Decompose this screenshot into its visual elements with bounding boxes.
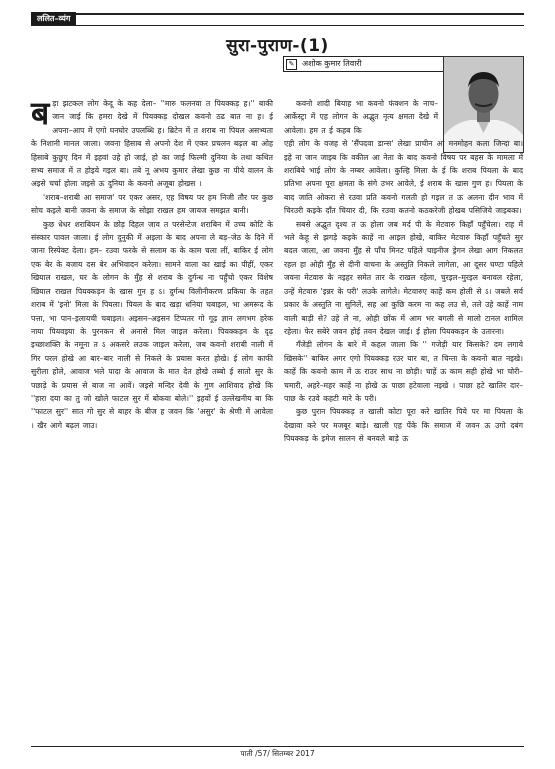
left-column: [31, 94, 273, 432]
header-rule-bottom: [31, 25, 524, 26]
author-name: अशोक कुमार तिवारी: [302, 59, 362, 68]
left-paragraph-1-text: ड़ा झटकल लोग केदू के कह देला– ''मारु फलनवा त पियक्कड़ ह।'' बाकी जान जाई कि हमरा देखे में पियक्कड़ दोखल कवनो ठढ बात ना ह। ई अपना–आप में एगो घनघोर उपलब्धि ह। ब्रिटेन में त शराब ना पियल असभ्यता के निशानी मानल जाला। जवना हिसाब से अपनो देश में एकर प्रचलन बढ़ल बा ओह हिसाबे कुछुए दिन में इहवां उहे हो जाई, हो का जाई फिल्मी दुनिया के तथा कथित सभ्य समाज में त होइये गइल बा। तबे नू अभय कुमार लेखा कुछ ना पीये वालन के अइसे चर्चा होला जइसे ऊ दुनिया के कवनो अजूबा होखस ।: [31, 99, 273, 189]
left-paragraph-2: 'शराब–शराबी आ समाज' पर एकर असर, एह विषय पर हम निजी तौर पर कुछ सोच कइले बानी जवना के समाज के सोझा राखल हम जायज समझत बानी।: [31, 192, 273, 216]
footer-rule: [31, 746, 524, 747]
right-column: [284, 97, 523, 446]
left-paragraph-3: कुछ धेधर शराबियन के छोड़ दिहल जाव त परसेन्टेज शराबिन में उच्च कोटि के संस्कार पावल जाला। ई लोग दुनुकी में अइला के बाद अपना ले बड़–जेठ के दिने में जाना रिस्पेक्ट देला। हम– रउवा फरके से सलाम क के काम चला लीं, बाकिर ई लोग एक बेर के बजाय दस बेर अभिवादन करेला। सामने वाला का खाई का पीहीं, एकर खियाल राखल, घर के लोगन के मुँह से शराब के दुर्गन्ध ना पहुँचो एकर विशेष खियाल राखल पियक्कड़न के खास गुन ह ऽ। दुर्गन्ध विलीनीकरण प्रकिया के तहत शराब में 'इनो' मिला के पियला। पियल के बाद खड़ा धनिया चबाइल, भा अमरूद के पत्ता, भा पान–इलायची चबाइल। अइसन–अइसन टिप्पतर गो गूढ़ ज्ञान लगभग हरेक नाया पियवइया के पुरनकन से अनासे मिल जाइल करेला। पियक्कड़न के दृढ़ इच्छाशक्ति के नमूना त ऽ अकसरे लउक जाइल करेला, जब कवनो शराबी नाली में गिर परल होखे आ बार–बार नाली से निकले के प्रयास करत होखे। ई लोग काफी सुरीला होले, आवाज भले पादा के आवाज के मात देत होखे तब्बो ई सातो सुर के पछाड़े के प्रयास से बाज ना आवें। जइसे मन्दिर देवी के गुण आशिवाद होखे कि ''हारा दया का तु जो खोले फाटल सुर में बोकवा बोले।'' इहवों ई उल्लेखनीय बा कि ''फाटल सुर'' सात गो सुर से बाहर के बीज ह जवन कि 'असुर' के श्रेणी में आवेला । खैर आगे बढ़ल जाउ।: [31, 219, 273, 430]
author-box: [283, 56, 469, 72]
right-paragraph-top: कवनो शादी बियाह भा कवनो फंक्शन के नाच–आर्केस्ट्रा में एह लोगन के अद्भुत नृत्य क्षमता देखे में आवेला। हम त ई कहब कि: [284, 99, 438, 135]
header-rule-top: [31, 13, 524, 15]
page-footer: पाती /57/ सितम्बर 2017: [240, 749, 315, 758]
right-paragraph-4: कुछ पुरान पियक्कड़ त खाली कोटा पूरा करे खातिर पिये पर मा पियला के देखावा करे पर मजबूर बाड़े। खाली एह पेंके कि समाज में जवन ऊ उगो दबंग पियक्कड़ के इमेज सालन से बनवले बाड़े ऊ: [284, 407, 523, 444]
drop-cap: ब: [31, 94, 50, 132]
article-title: सुरा-पुराण-(1): [226, 36, 329, 56]
left-paragraph-1: [31, 94, 273, 191]
pencil-icon: ✎: [286, 59, 297, 70]
right-paragraph-1: एही लोग के वजह से 'सैंपदवा डान्स' लेखा प्राचीन आ मनमोहन कला जिन्दा बा। इहे ना जान जाइब कि वकील आ नेता के बाद कवनो विषय पर बहस के मामला में शराबिये भाई लोग के नम्बर आवेला। कुल्हि मिला के ई कि शराब पियला के बाद प्रतिभा अपना पूरा क्षमता के संगे उभर आवेले, ई शराब के खास गुण ह। पियला के बाद जाति ओकरा से रउवा प्रति कवनो गलती हो गइल त ऊ अलना दीन भाव में चिरउरी कइके दाँत चियार दी, कि रउवा कतनो कठकरेजी होखब पसिजिये जाइबका।: [284, 139, 523, 216]
section-tag: ललित–व्यंग: [31, 12, 76, 25]
right-paragraph-2: सबसे अद्भुत दृश्य त ऊ होला जब मर्द पी के मेटवारु किहाँ पहुँचेला। राह में भले केहू से झगड़े कइके काहें ना आइल होखे, बाकिर मेटवारु किहाँ पहुँचते सुर बदल जाला, आ जवना मुँह से पाँच मिनट पहिले चाइनीज ड्रेगन लेखा आग निकलत रहल हा ओही मुँह से दीनी वाचना के अस्तुति निकले लागेला, आ दूसर घण्टा पहिले जवना मेटवारु के नइहर समेत तार के राखल रहेला, चुरइल–मुरइल बनावल रहेला, उन्हें मेटवारु 'इन्नर के परी' लउके लागेले। मेटवारुए काहें कम होली से ऽ। जबले सर्व प्रकार के अस्तुति ना सुनिलें, सह आ कुछि करम ना कह लउ से, तले उहे काहें नाम वाली बाड़ी से? उहे ले ना, ओही छोंक में आम भर बगली से मालो टानल शामिल रहेला। फेर सबेरे जवन होई तवन देखल जाई। ई होला पियक्कड़न के उतारना।: [284, 219, 523, 336]
right-paragraph-3: गँजेड़ी लोगन के बारे में कहल जाला कि '' गजेड़ी यार किसके? दम लगाये खिसके'' बाकिर अगर एगो पियक्कड़ रउर यार बा, त चिन्ता के कवनो बात नइखे। काहें कि कवनो काम में ऊ राउर साथ ना छोड़ी। चाहें ऊ काम सही होखे भा चोरी–चमारी, अहरे–महर काहें ना होखे ऊ पाछा हटेवाला नइखे । पाछा हटे खातिर दार–पाछ के रउवे कहटी मारे के परी।: [284, 340, 523, 403]
